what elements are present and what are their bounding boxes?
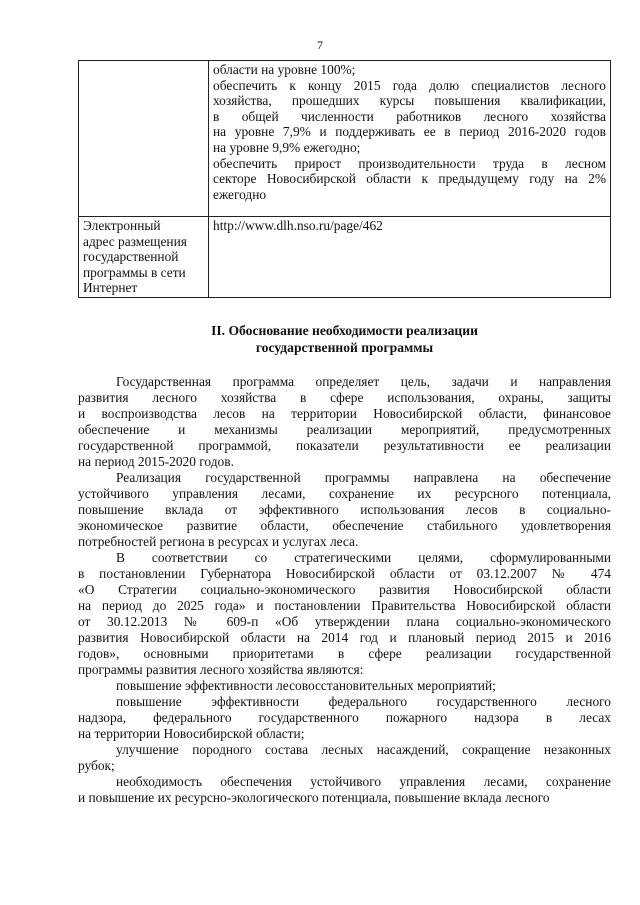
program-url: http://www.dlh.nso.ru/page/462 — [213, 218, 383, 233]
text-line: надзора, федерального государственного пожарного надзора в лесах — [78, 710, 611, 725]
text-line: Государственная программа определяет цель, задачи и направления — [116, 374, 611, 389]
text-line: «О Стратегии социально-экономического развития Новосибирской области — [78, 582, 611, 597]
table-row — [79, 61, 611, 217]
page-number: 7 — [317, 38, 323, 52]
text-line: секторе Новосибирской области к предыдущему году на 2% — [213, 171, 606, 187]
paragraph — [78, 550, 611, 678]
paragraph — [78, 694, 611, 742]
table-cell-empty — [79, 61, 209, 217]
text-line: программы развития лесного хозяйства являются: — [78, 662, 364, 677]
body-text — [78, 374, 611, 806]
text-line: повышение эффективности лесовосстановительных мероприятий; — [116, 678, 496, 693]
paragraph — [78, 678, 611, 694]
text-line: на уровне 7,9% и поддерживать ее в период 2016-2020 годов — [213, 124, 606, 140]
text-line: на период 2015-2020 годов. — [78, 454, 234, 469]
text-line: на территории Новосибирской области; — [78, 726, 305, 741]
section-title-line: II. Обоснование необходимости реализации — [211, 323, 478, 338]
text-line: программы в сети — [83, 264, 186, 280]
text-line: адрес размещения — [83, 233, 187, 249]
text-line: ежегодно — [213, 186, 267, 202]
text-line: и повышение их ресурсно-экологического потенциала, повышение вклада лесного — [78, 790, 550, 805]
text-line: на период до 2025 года» и постановлении Правительства Новосибирской области — [78, 598, 611, 613]
section-title — [78, 322, 611, 356]
text-line: В соответствии со стратегическими целями, сформулированными — [116, 550, 611, 565]
table-cell-indicators — [209, 61, 611, 217]
table-cell-url — [209, 217, 611, 298]
text-line: улучшение породного состава лесных насаждений, сокращение незаконных — [116, 742, 611, 757]
table-row — [79, 217, 611, 298]
text-line: Интернет — [83, 280, 138, 296]
text-line: области на уровне 100%; — [213, 62, 356, 77]
text-line: на уровне 9,9% ежегодно; — [213, 139, 361, 155]
section-title-line: государственной программы — [255, 340, 434, 355]
paragraph — [78, 374, 611, 470]
text-line: Реализация государственной программы направлена на обеспечение — [116, 470, 611, 485]
text-line: повышение вклада от эффективного использования лесов в социально- — [78, 502, 611, 517]
text-line: в общей численности работников лесного хозяйства — [213, 108, 606, 124]
text-line: и воспроизводства лесов на территории Новосибирской области, финансовое — [78, 406, 611, 421]
program-passport-table — [78, 60, 611, 298]
paragraph — [78, 774, 611, 806]
text-line: годов», основными приоритетами в сфере реализации государственной — [78, 646, 611, 661]
text-line: в постановлении Губернатора Новосибирской области от 03.12.2007 № 474 — [78, 566, 611, 581]
text-line: от 30.12.2013 № 609-п «Об утверждении плана социально-экономического — [78, 614, 611, 629]
paragraph — [78, 742, 611, 774]
text-line: экономическое развитие области, обеспечение стабильного удовлетворения — [78, 518, 611, 533]
text-line: государственной — [83, 249, 179, 265]
text-line: государственной программой, показатели результативности ее реализации — [78, 438, 611, 453]
text-line: устойчивого управления лесами, сохранение их ресурсного потенциала, — [78, 486, 611, 501]
table-cell-label — [79, 217, 209, 298]
text-line: развития Новосибирской области на 2014 год и плановый период 2015 и 2016 — [78, 630, 611, 645]
text-line: обеспечить к концу 2015 года долю специалистов лесного — [213, 77, 606, 93]
text-line: повышение эффективности федерального государственного лесного — [116, 694, 611, 709]
text-line: рубок; — [78, 758, 115, 773]
text-line: Электронный — [83, 218, 161, 233]
text-line: потребностей региона в ресурсах и услугах леса. — [78, 534, 359, 549]
text-line: развития лесного хозяйства в сфере использования, охраны, защиты — [78, 390, 611, 405]
text-line: необходимость обеспечения устойчивого управления лесами, сохранение — [116, 774, 611, 789]
text-line: обеспечить прирост производительности труда в лесном — [213, 155, 606, 171]
paragraph — [78, 470, 611, 550]
text-line: обеспечение и механизмы реализации мероприятий, предусмотренных — [78, 422, 611, 437]
text-line: хозяйства, прошедших курсы повышения квалификации, — [213, 93, 606, 109]
